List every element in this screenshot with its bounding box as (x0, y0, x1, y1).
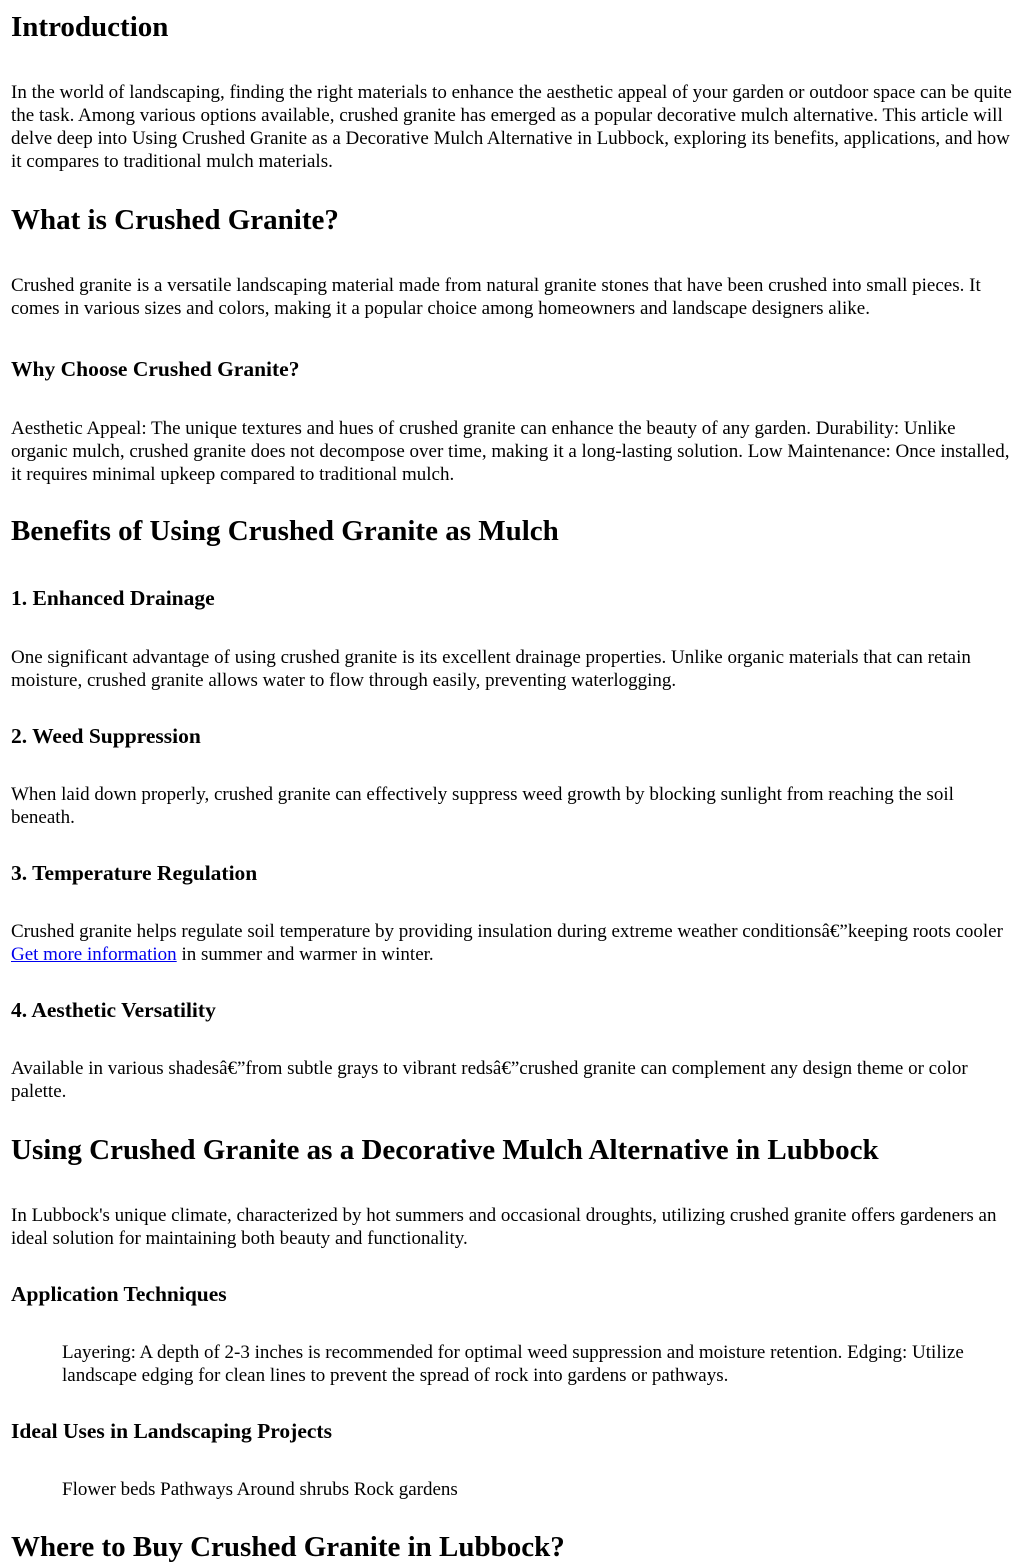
temperature-text-before: Crushed granite helps regulate soil temperature by providing insulation during extreme weather conditionsâ€”keeping roots cooler (11, 921, 1003, 942)
heading-application-techniques: Application Techniques (11, 1282, 227, 1306)
paragraph-enhanced-drainage: One significant advantage of using crushed granite is its excellent drainage properties. Unlike organic materials that can retain moisture, crushed granite allows water to flow through easily, preventing waterlogging. (11, 647, 971, 691)
heading-where-to-buy: Where to Buy Crushed Granite in Lubbock? (11, 1531, 565, 1563)
temperature-text-after: in summer and warmer in winter. (176, 944, 434, 965)
heading-ideal-uses: Ideal Uses in Landscaping Projects (11, 1419, 332, 1443)
heading-aesthetic-versatility: 4. Aesthetic Versatility (11, 998, 216, 1022)
paragraph-introduction: In the world of landscaping, finding the right materials to enhance the aesthetic appeal of your garden or outdoor space can be quite the task. Among various options available, crushed granite has emerged as a popular decorative mulch alternative. This article will delve deep into Using Crushed Granite as a Decorative Mulch Alternative in Lubbock, exploring its benefits, applications, and how it compares to traditional mulch materials. (11, 82, 1012, 172)
heading-weed-suppression: 2. Weed Suppression (11, 724, 201, 748)
heading-why-choose: Why Choose Crushed Granite? (11, 357, 300, 381)
paragraph-lubbock: In Lubbock's unique climate, characterized by hot summers and occasional droughts, utilizing crushed granite offers gardeners an ideal solution for maintaining both beauty and functionality. (11, 1205, 997, 1249)
paragraph-ideal-uses: Flower beds Pathways Around shrubs Rock gardens (62, 1479, 458, 1500)
heading-temperature-regulation: 3. Temperature Regulation (11, 861, 258, 885)
heading-benefits: Benefits of Using Crushed Granite as Mulch (11, 515, 559, 547)
paragraph-application-techniques: Layering: A depth of 2-3 inches is recommended for optimal weed suppression and moisture retention. Edging: Utilize landscape edging for clean lines to prevent the spread of rock into gardens or pathways. (62, 1342, 964, 1386)
paragraph-why-choose: Aesthetic Appeal: The unique textures and hues of crushed granite can enhance the beauty of any garden. Durability: Unlike organic mulch, crushed granite does not decompose over time, making it a long-lasting solution. Low Maintenance: Once installed, it requires minimal upkeep compared to traditional mulch. (11, 418, 1010, 485)
get-more-information-link[interactable]: Get more information (11, 944, 177, 965)
paragraph-weed-suppression: When laid down properly, crushed granite can effectively suppress weed growth by blocking sunlight from reaching the soil beneath. (11, 784, 954, 828)
heading-what-is-crushed-granite: What is Crushed Granite? (11, 204, 339, 236)
paragraph-what-is-crushed-granite: Crushed granite is a versatile landscaping material made from natural granite stones that have been crushed into small pieces. It comes in various sizes and colors, making it a popular choice among homeowners and landscape designers alike. (11, 275, 981, 319)
heading-introduction: Introduction (11, 11, 169, 43)
article (0, 10, 1024, 1564)
heading-enhanced-drainage: 1. Enhanced Drainage (11, 586, 215, 610)
heading-lubbock: Using Crushed Granite as a Decorative Mulch Alternative in Lubbock (11, 1134, 879, 1166)
paragraph-aesthetic-versatility: Available in various shadesâ€”from subtle grays to vibrant redsâ€”crushed granite can complement any design theme or color palette. (11, 1058, 968, 1102)
paragraph-temperature-regulation (11, 920, 1013, 966)
